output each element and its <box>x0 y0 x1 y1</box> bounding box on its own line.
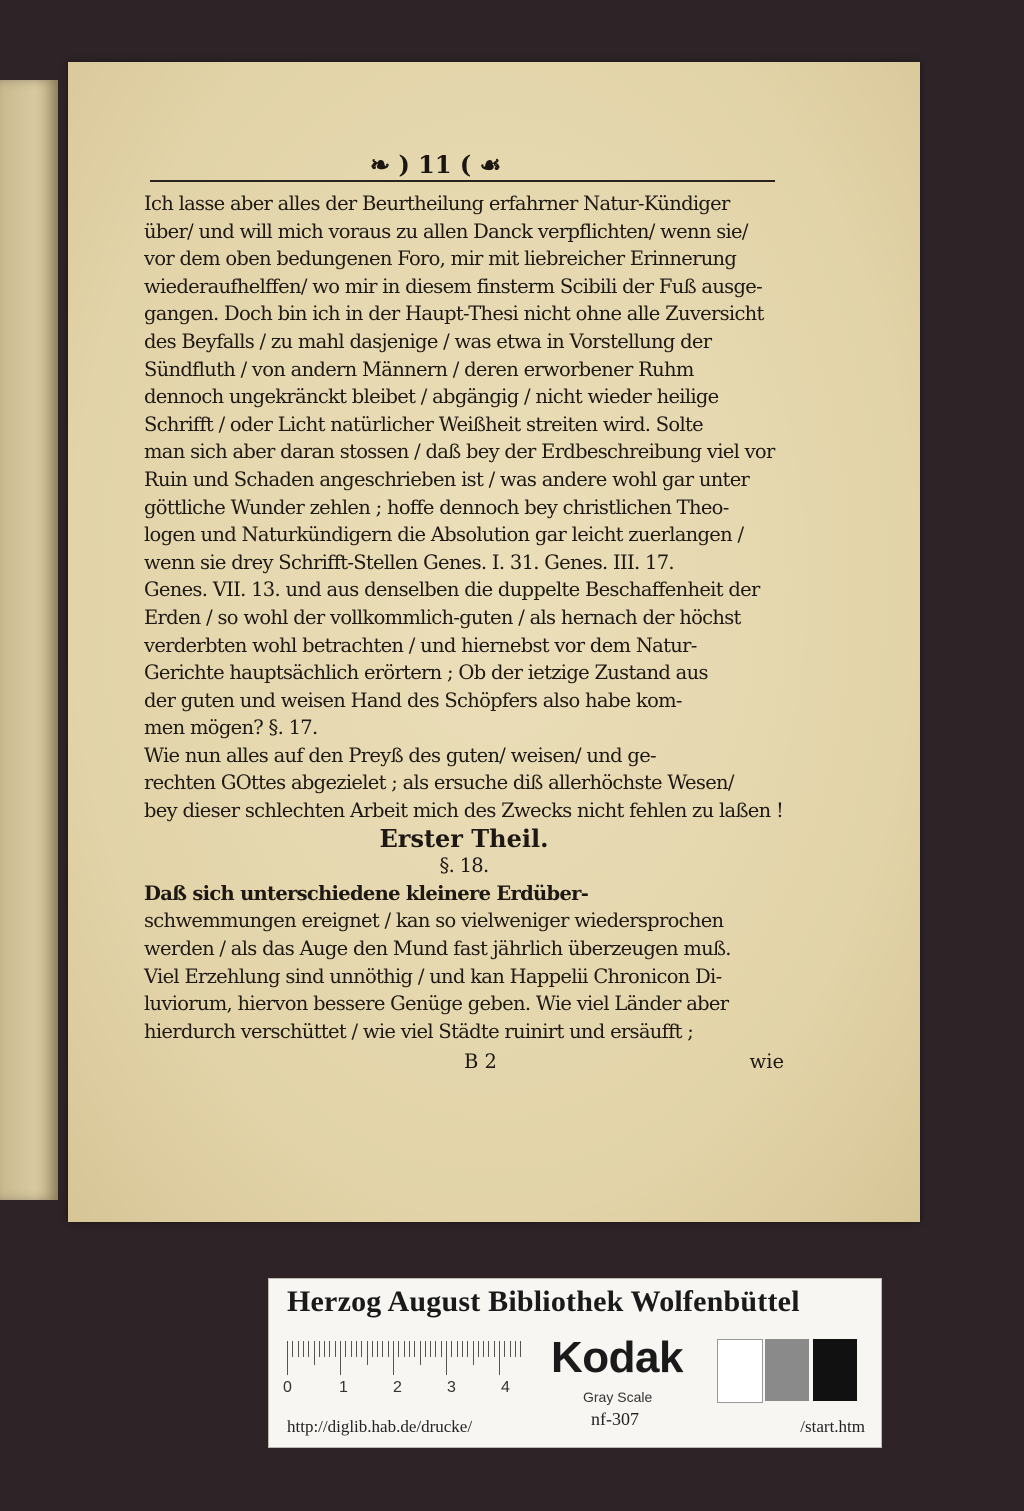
text-line: dennoch ungekränckt bleibet / abgängig / nicht wieder heilige <box>144 385 719 409</box>
ruler-numbers <box>283 1379 523 1399</box>
ruler-tick <box>298 1341 299 1357</box>
text-line: man sich aber daran stossen / daß bey der Erdbeschreibung viel vor <box>144 440 775 464</box>
gray-swatch <box>765 1339 809 1401</box>
text-line: schwemmungen ereignet / kan so vielweniger wiedersprochen <box>144 909 724 933</box>
body-text <box>144 190 784 1045</box>
ruler-tick <box>420 1341 421 1365</box>
ruler-tick <box>473 1341 474 1365</box>
ruler-tick <box>409 1341 410 1357</box>
page-number-line <box>370 150 501 179</box>
text-line: hierdurch verschüttet / wie viel Städte ruinirt und ersäufft ; <box>144 1019 694 1043</box>
ruler-number: 1 <box>339 1379 348 1396</box>
header-rule <box>150 180 775 182</box>
text-line: Daß sich unterschiedene kleinere Erdüber- <box>144 881 589 905</box>
black-swatch <box>813 1339 857 1401</box>
text-line: rechten GOttes abgezielet ; als ersuche diß allerhöchste Wesen/ <box>144 771 734 795</box>
ruler-tick <box>435 1341 436 1357</box>
left-ornament-icon: ❧ <box>370 150 391 179</box>
ruler-tick <box>441 1341 442 1357</box>
running-header <box>150 150 775 180</box>
ruler-tick <box>425 1341 426 1357</box>
text-line: Genes. VII. 13. und aus denselben die duppelte Beschaffenheit der <box>144 578 760 602</box>
ruler-tick <box>303 1341 304 1357</box>
ruler-tick <box>462 1341 463 1357</box>
gray-scale-caption: Gray Scale <box>583 1389 653 1405</box>
ruler-tick <box>457 1341 458 1357</box>
ruler-tick <box>329 1341 330 1357</box>
ruler-tick <box>520 1341 521 1357</box>
text-line: Erden / so wohl der vollkommlich-guten / als hernach der höchst <box>144 605 741 629</box>
ruler-number: 2 <box>393 1379 402 1396</box>
ruler-tick <box>356 1341 357 1357</box>
ruler-tick <box>340 1341 341 1375</box>
ruler-tick <box>515 1341 516 1357</box>
text-line: Schrifft / oder Licht natürlicher Weißheit streiten wird. Solte <box>144 412 703 436</box>
text-line: verderbten wohl betrachten / und hiernebst vor dem Natur- <box>144 633 697 657</box>
ruler-tick <box>372 1341 373 1357</box>
ruler-number: 0 <box>283 1379 292 1396</box>
library-color-target <box>268 1278 882 1448</box>
text-line: logen und Naturkündigern die Absolution gar leicht zuerlangen / <box>144 523 744 547</box>
ruler-tick <box>367 1341 368 1365</box>
text-line: Viel Erzehlung sind unnöthig / und kan Happelii Chronicon Di- <box>144 964 722 988</box>
text-line: men mögen? §. 17. <box>144 716 318 740</box>
catchword: wie <box>749 1050 784 1073</box>
page-footer <box>144 1050 784 1078</box>
ruler-tick <box>404 1341 405 1357</box>
page-number: ) 11 ( <box>398 150 472 179</box>
ruler-tick <box>377 1341 378 1357</box>
ruler-number: 3 <box>447 1379 456 1396</box>
ruler-tick <box>499 1341 500 1375</box>
gray-swatches <box>717 1339 857 1401</box>
text-line: luviorum, hiervon bessere Genüge geben. Wie viel Länder aber <box>144 992 729 1016</box>
ruler-tick <box>483 1341 484 1357</box>
ruler-tick <box>414 1341 415 1357</box>
ruler-tick <box>467 1341 468 1357</box>
url-prefix: http://diglib.hab.de/drucke/ <box>287 1417 473 1436</box>
ruler-tick <box>351 1341 352 1357</box>
ruler-tick <box>324 1341 325 1357</box>
ruler-tick <box>488 1341 489 1357</box>
text-line: Ruin und Schaden angeschrieben ist / was andere wohl gar unter <box>144 467 750 491</box>
ruler-tick <box>287 1341 288 1375</box>
url-suffix: /start.htm <box>800 1417 865 1436</box>
white-swatch <box>717 1339 763 1403</box>
scale-ruler <box>287 1341 519 1375</box>
ruler-tick <box>494 1341 495 1357</box>
ruler-number: 4 <box>501 1379 510 1396</box>
text-line: des Beyfalls / zu mahl dasjenige / was etwa in Vorstellung der <box>144 329 712 353</box>
text-line: bey dieser schlechten Arbeit mich des Zwecks nicht fehlen zu laßen ! <box>144 799 784 823</box>
text-line: Ich lasse aber alles der Beurtheilung erfahrner Natur-Kündiger <box>144 192 730 215</box>
ruler-tick <box>361 1341 362 1357</box>
text-line: gangen. Doch bin ich in der Haupt-Thesi nicht ohne alle Zuversicht <box>144 302 764 326</box>
ruler-tick <box>393 1341 394 1375</box>
text-line: wenn sie drey Schrifft-Stellen Genes. I. 31. Genes. III. 17. <box>144 550 674 574</box>
ruler-tick <box>398 1341 399 1357</box>
shelfmark: nf-307 <box>591 1409 639 1429</box>
ruler-tick <box>292 1341 293 1357</box>
kodak-logo: Kodak <box>551 1333 683 1382</box>
ruler-tick <box>335 1341 336 1357</box>
text-line: der guten und weisen Hand des Schöpfers also habe kom- <box>144 688 682 712</box>
text-line: Sündfluth / von andern Männern / deren erworbener Ruhm <box>144 357 694 381</box>
ruler-tick <box>510 1341 511 1357</box>
text-line: Gerichte hauptsächlich erörtern ; Ob der ietzige Zustand aus <box>144 661 708 685</box>
signature-mark: B 2 <box>464 1050 497 1073</box>
ruler-tick <box>345 1341 346 1357</box>
ruler-tick <box>451 1341 452 1357</box>
text-line: göttliche Wunder zehlen ; hoffe dennoch bey christlichen Theo- <box>144 495 729 519</box>
library-name: Herzog August Bibliothek Wolfenbüttel <box>287 1285 800 1318</box>
text-line: wiederaufhelffen/ wo mir in diesem finsterm Scibili der Fuß ausge- <box>144 274 762 298</box>
ruler-tick <box>382 1341 383 1357</box>
facing-page-edge <box>0 80 58 1200</box>
ruler-tick <box>314 1341 315 1365</box>
ruler-tick <box>430 1341 431 1357</box>
ruler-tick <box>504 1341 505 1357</box>
section-number: §. 18. <box>439 854 489 878</box>
ruler-tick <box>319 1341 320 1357</box>
section-heading: Erster Theil. <box>379 823 549 853</box>
ruler-tick <box>446 1341 447 1375</box>
ruler-tick <box>308 1341 309 1357</box>
ruler-tick <box>478 1341 479 1357</box>
text-line: werden / als das Auge den Mund fast jährlich überzeugen muß. <box>144 937 731 961</box>
text-line: Wie nun alles auf den Preyß des guten/ weisen/ und ge- <box>144 743 656 767</box>
ruler-tick <box>388 1341 389 1357</box>
text-line: vor dem oben bedungenen Foro, mir mit liebreicher Erinnerung <box>144 247 737 271</box>
text-line: über/ und will mich voraus zu allen Danck verpflichten/ wenn sie/ <box>144 219 748 243</box>
right-ornament-icon: ☙ <box>479 150 502 179</box>
